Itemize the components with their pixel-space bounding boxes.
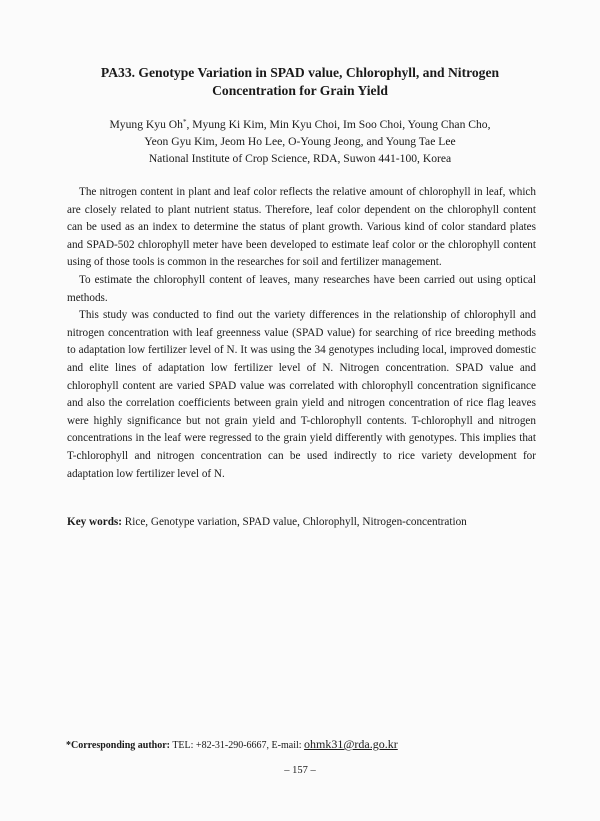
title-line-1: PA33. Genotype Variation in SPAD value, Chlorophyll, and Nitrogen <box>100 65 500 80</box>
affiliation: National Institute of Crop Science, RDA, Suwon 441-100, Korea <box>148 152 452 165</box>
email-link[interactable]: ohmk31@rda.go.kr <box>304 737 398 751</box>
keywords-list: Rice, Genotype variation, SPAD value, Chlorophyll, Nitrogen-concentration <box>122 516 467 528</box>
paper-title <box>60 64 540 100</box>
author-block <box>40 116 560 167</box>
title-line-2: Concentration for Grain Yield <box>212 83 388 98</box>
lead-author: Myung Kyu Oh <box>109 118 183 131</box>
corresponding-footnote <box>66 737 546 753</box>
abstract-paragraph-2: To estimate the chlorophyll content of leaves, many researches have been carried out using optical methods. <box>67 273 536 304</box>
abstract-paragraph-1: The nitrogen content in plant and leaf color reflects the relative amount of chlorophyll in leaf, which are closely related to plant nutrient status. Therefore, leaf color dependent on the chlorophyll content can be used as an index to determine the status of plant growth. Various kind of color standard plates and SPAD-502 chlorophyll meter have been developed to estimate leaf color or the chlorophyll content using of those tools is common in the researches for soil and fertilizer management. <box>67 186 536 269</box>
author-line-2: Yeon Gyu Kim, Jeom Ho Lee, O-Young Jeong, and Young Tae Lee <box>144 135 456 148</box>
corresponding-mark: * <box>182 118 187 126</box>
author-line-1 <box>40 116 560 133</box>
footnote-label: *Corresponding author: <box>66 740 170 751</box>
co-authors-1: , Myung Ki Kim, Min Kyu Choi, Im Soo Choi, Young Chan Cho, <box>186 118 491 131</box>
keywords-label: Key words: <box>67 516 122 528</box>
abstract-paragraph-3: This study was conducted to find out the variety differences in the relationship of chlorophyll and nitrogen concentration with leaf greenness value (SPAD value) for searching of rice breeding methods to adaptation low fertilizer level of N. It was using the 34 genotypes including local, improved domestic and elite lines of adaptation low fertilizer level of N. Nitrogen concentration. SPAD value and chlorophyll content are varied SPAD value was correlated with chlorophyll concentration significance and also the correlation coefficients between grain yield and nitrogen concentration of rice flag leaves were highly significance but not grain yield and T-chlorophyll contents. T-chlorophyll and nitrogen concentrations in the leaf were regressed to the grain yield differently with genotypes. This implies that T-chlorophyll and nitrogen concentration can be used indirectly to rice variety development for adaptation low fertilizer level of N. <box>67 309 536 480</box>
footnote-contact: TEL: +82-31-290-6667, E-mail: <box>170 740 305 751</box>
page-number: – 157 – <box>284 765 316 776</box>
keywords <box>67 514 547 530</box>
abstract-body <box>67 184 536 483</box>
